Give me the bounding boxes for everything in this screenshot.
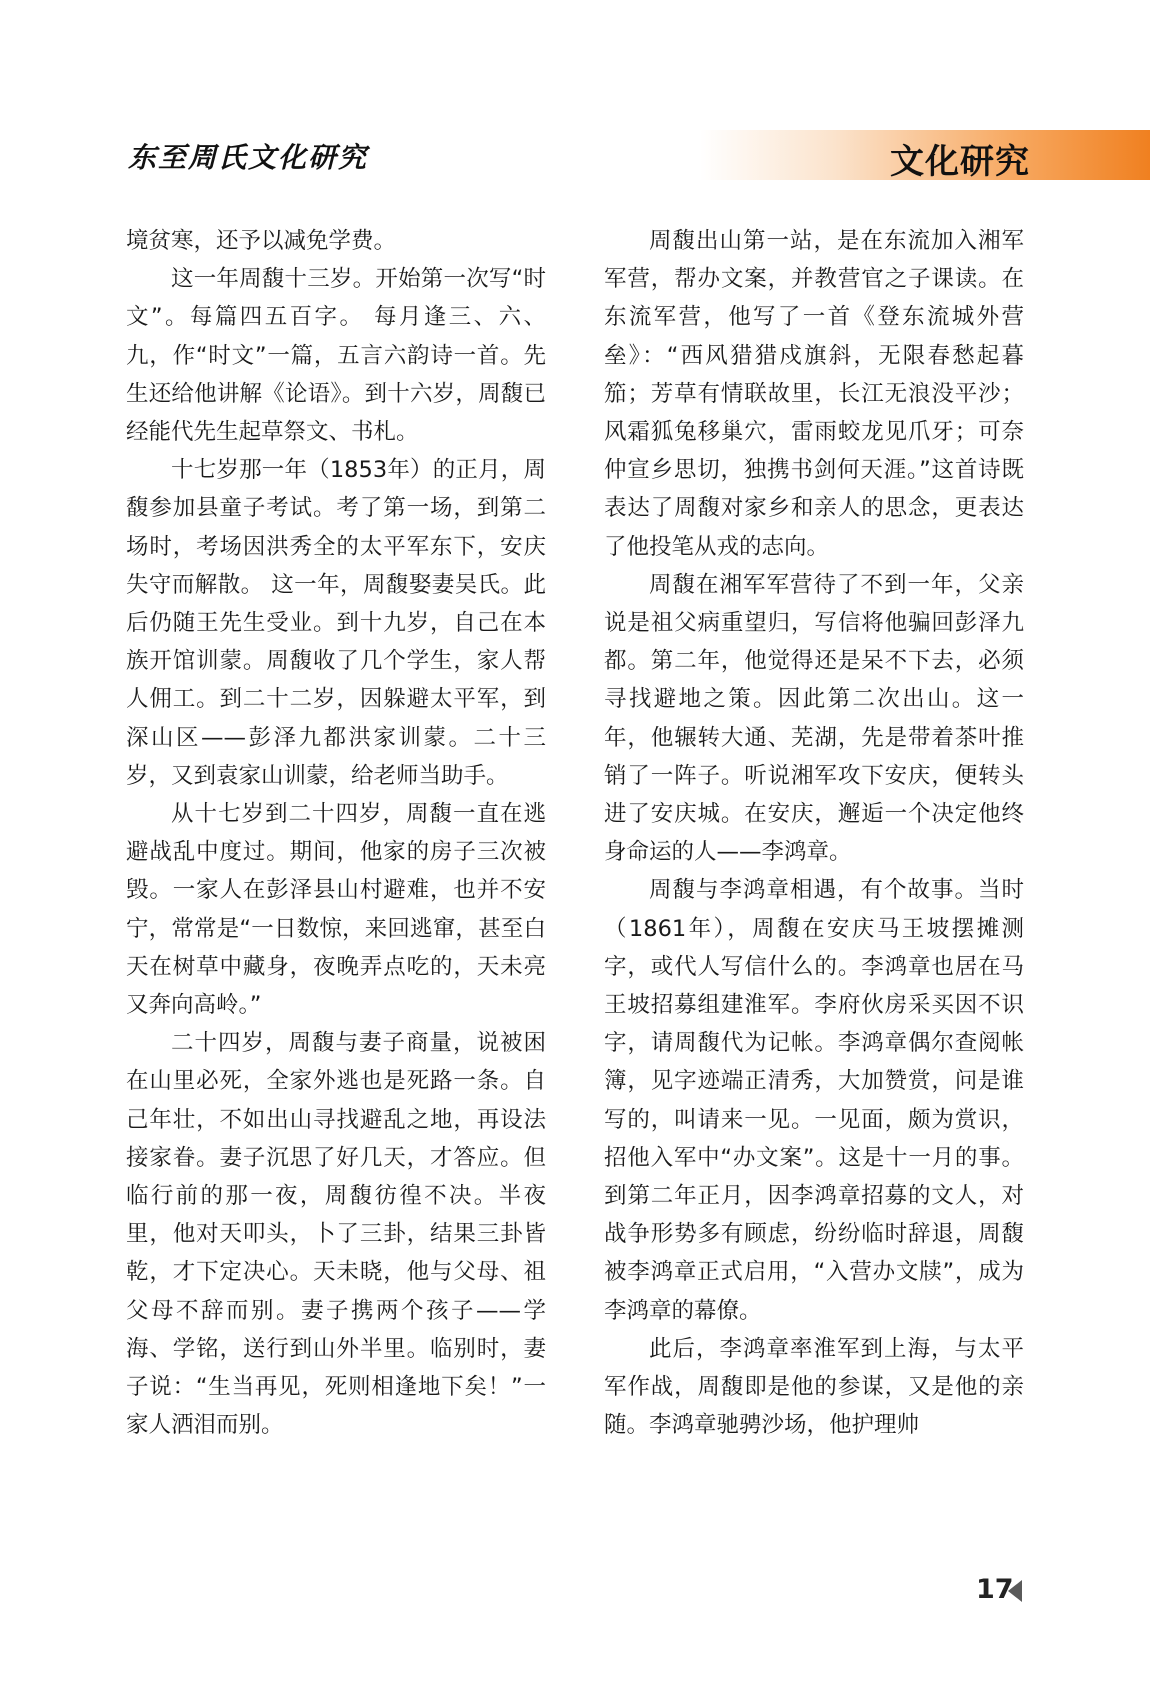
paragraph: 十七岁那一年（1853年）的正月，周馥参加县童子考试。考了第一场，到第二场时，考场因洪秀全的太平军东下，安庆失守而解散。 这一年，周馥娶妻吴氏。此后仍随王先生受业。到十九岁，自己在本族开馆训蒙。周馥收了几个学生，家人帮人佣工。到二十二岁，因躲避太平军，到深山区——彭泽九都洪家训蒙。二十三岁，又到袁家山训蒙，给老师当助手。	[126, 457, 546, 789]
paragraph: 境贫寒，还予以减免学费。	[126, 228, 397, 254]
paragraph: 周馥与李鸿章相遇，有个故事。当时（1861年），周馥在安庆马王坡摆摊测字，或代人写信什么的。李鸿章也居在马王坡招募组建淮军。李府伙房采买因不识字，请周馥代为记帐。李鸿章偶尔查阅帐簿，见字迹端正清秀，大加赞赏，问是谁写的，叫请来一见。一见面，颇为赏识，招他入军中“办文案”。这是十一月的事。到第二年正月，因李鸿章招募的文人，对战争形势多有顾虑，纷纷临时辞退，周馥被李鸿章正式启用，“入营办文牍”，成为李鸿章的幕僚。	[604, 877, 1024, 1324]
page-arrow-icon	[1008, 1580, 1022, 1602]
page-number: 17	[976, 1574, 1014, 1605]
paragraph: 周馥出山第一站，是在东流加入湘军军营，帮办文案，并教营官之子课读。在东流军营，他写了一首《登东流城外营垒》：“西风猎猎戍旗斜，无限春愁起暮笳；芳草有情联故里，长江无浪没平沙；风霜狐兔移巢穴，雷雨蛟龙见爪牙；可奈仲宣乡思切，独携书剑何天涯。”这首诗既表达了周馥对家乡和亲人的思念，更表达了他投笔从戎的志向。	[604, 228, 1024, 560]
journal-title: 东至周氏文化研究	[128, 141, 369, 174]
section-title: 文化研究	[890, 142, 1030, 182]
paragraph: 二十四岁，周馥与妻子商量，说被困在山里必死，全家外逃也是死路一条。自己年壮，不如出山寻找避乱之地，再设法接家眷。妻子沉思了好几天，才答应。但临行前的那一夜，周馥彷徨不决。半夜里，他对天叩头，卜了三卦，结果三卦皆乾，才下定决心。天未晓，他与父母、祖父母不辞而别。妻子携两个孩子——学海、学铭，送行到山外半里。临别时，妻子说：“生当再见，死则相逢地下矣！”一家人洒泪而别。	[126, 1030, 546, 1439]
paragraph: 此后，李鸿章率淮军到上海，与太平军作战，周馥即是他的参谋，又是他的亲随。李鸿章驰骋沙场，他护理帅	[604, 1335, 1024, 1439]
right-column	[604, 222, 1024, 1445]
left-column	[126, 222, 546, 1445]
paragraph: 周馥在湘军军营待了不到一年，父亲说是祖父病重望归，写信将他骗回彭泽九都。第二年，他觉得还是呆不下去，必须寻找避地之策。因此第二次出山。这一年，他辗转大通、芜湖，先是带着茶叶推销了一阵子。听说湘军攻下安庆，便转头进了安庆城。在安庆，邂逅一个决定他终身命运的人——李鸿章。	[604, 571, 1024, 866]
paragraph: 这一年周馥十三岁。开始第一次写“时文”。每篇四五百字。 每月逢三、六、九，作“时文”一篇，五言六韵诗一首。先生还给他讲解《论语》。到十六岁，周馥已经能代先生起草祭文、书札。	[126, 266, 546, 446]
paragraph: 从十七岁到二十四岁，周馥一直在逃避战乱中度过。期间，他家的房子三次被毁。一家人在彭泽县山村避难，也并不安宁，常常是“一日数惊，来回逃窜，甚至白天在树草中藏身，夜晚弄点吃的，天未亮又奔向高岭。”	[126, 801, 546, 1019]
